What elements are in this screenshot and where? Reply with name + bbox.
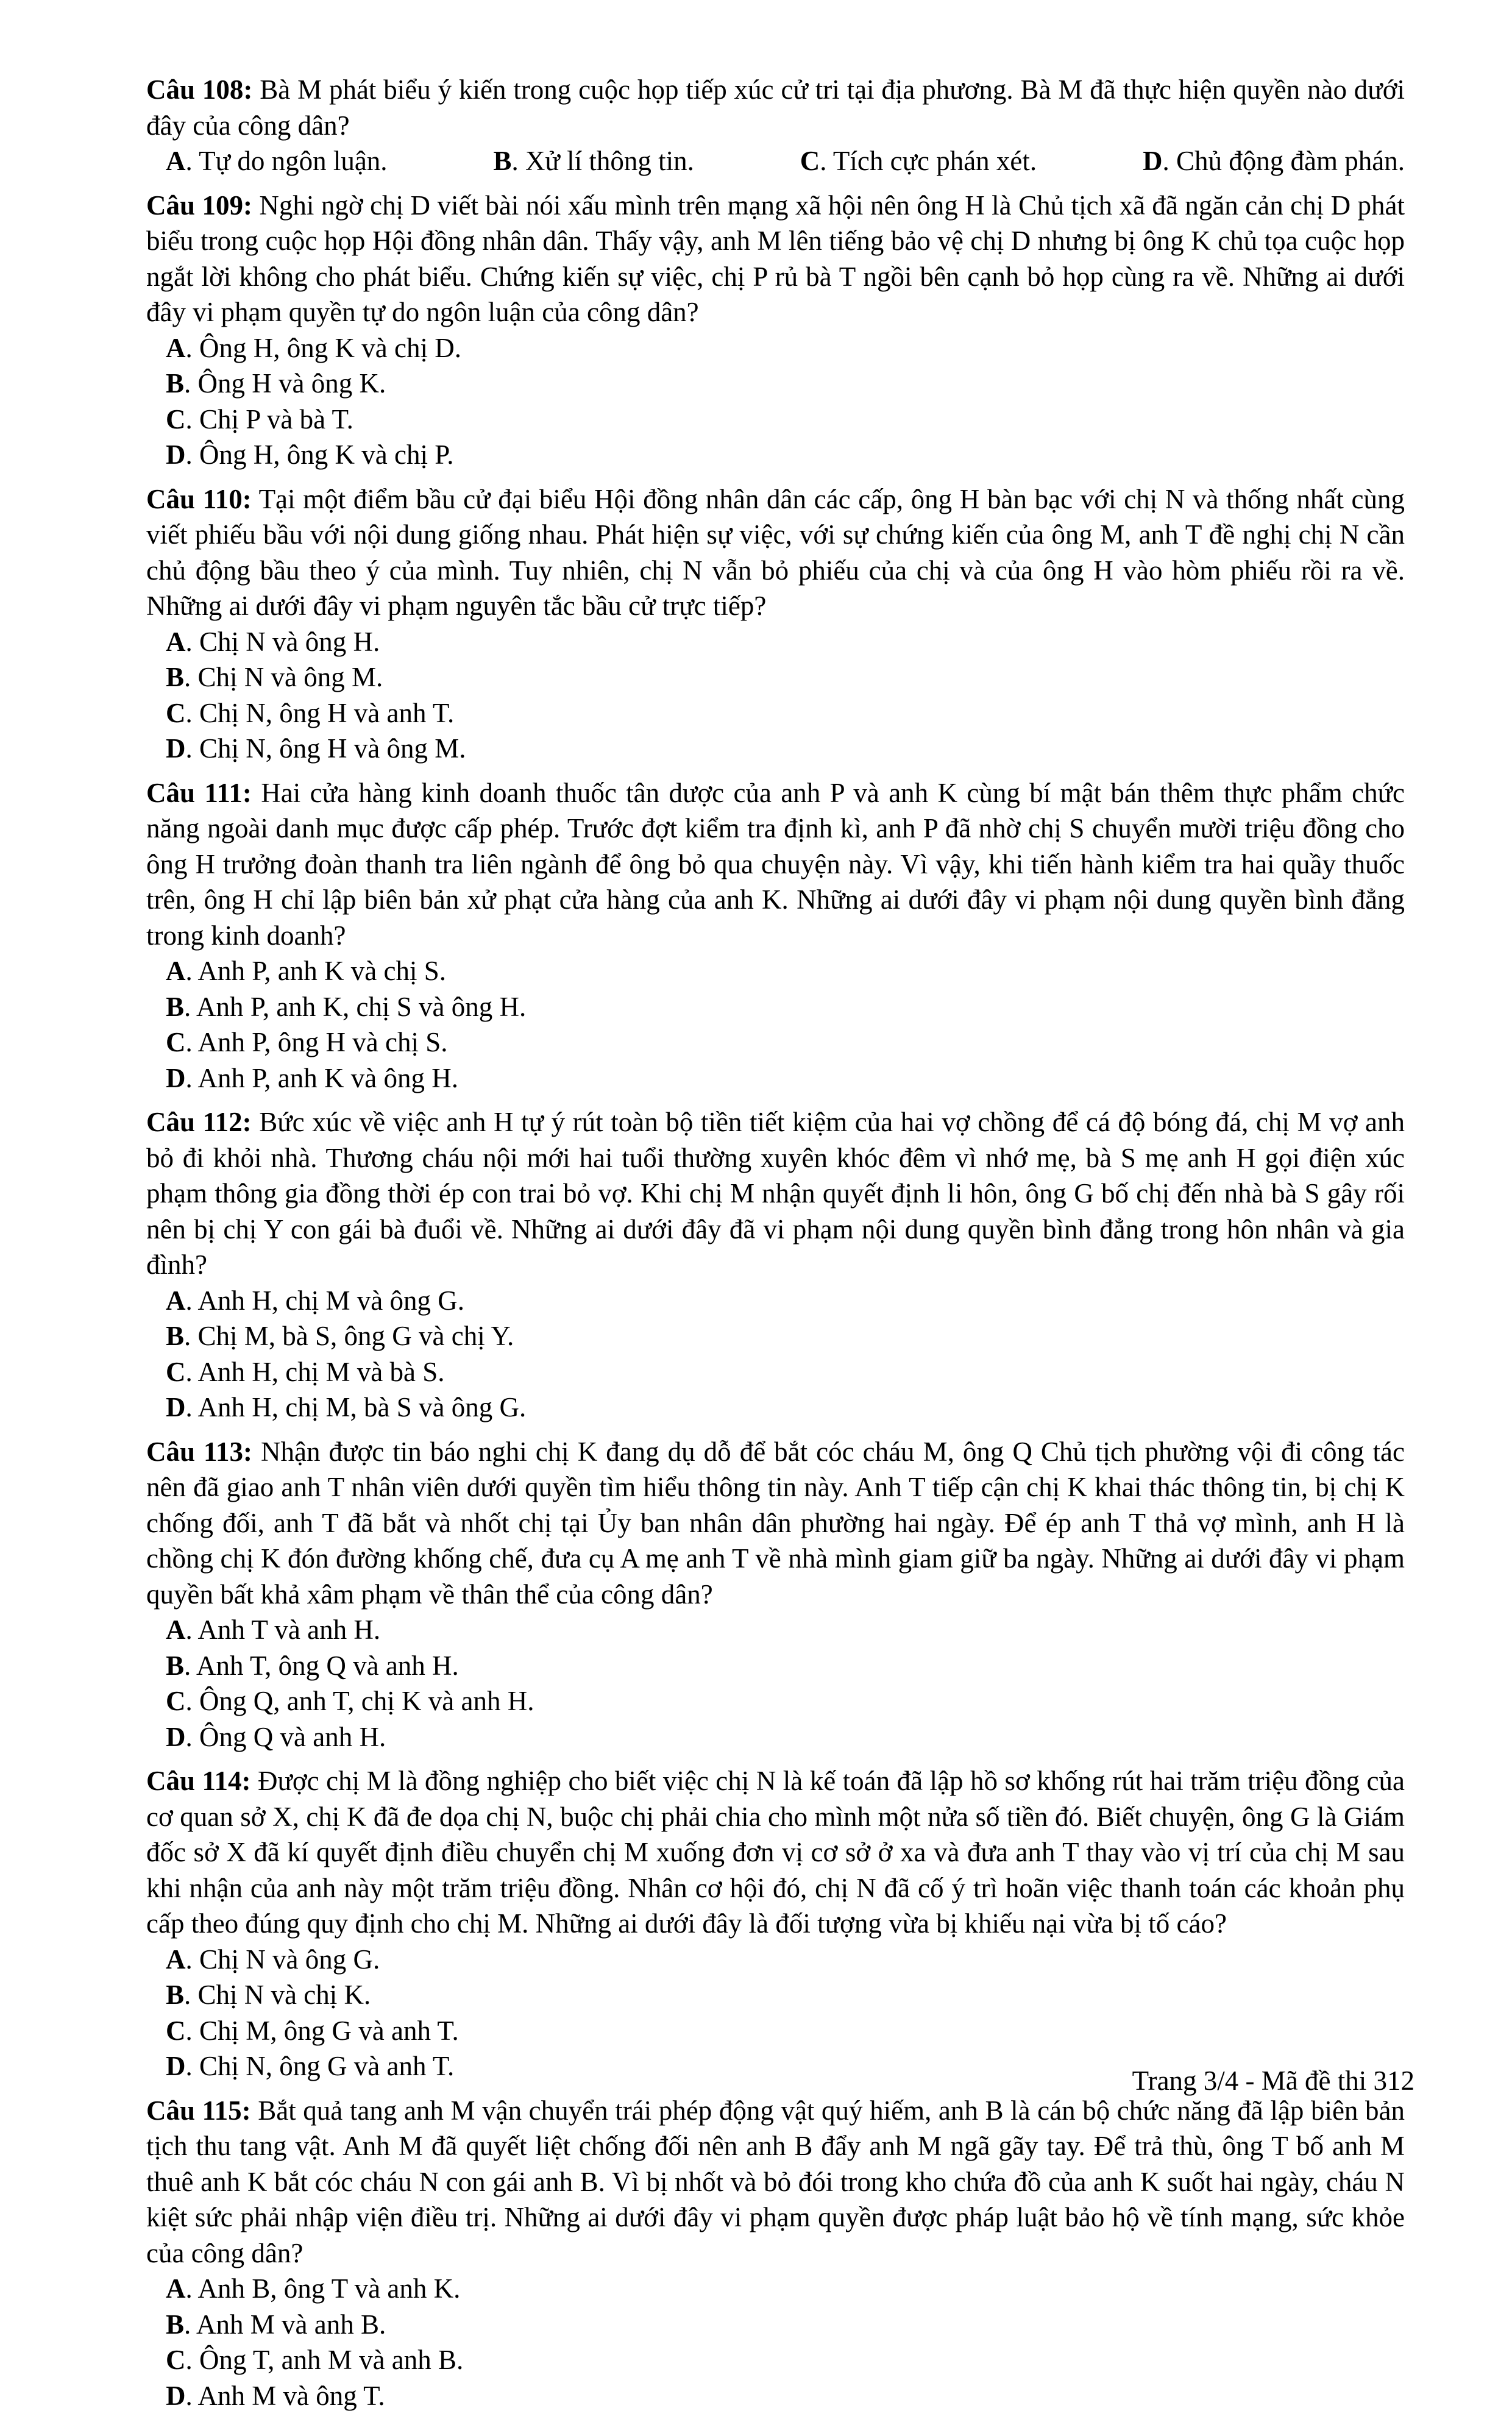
- option-c: C. Chị M, ông G và anh T.: [166, 2015, 459, 2046]
- option-d: D. Chị N, ông G và anh T.: [166, 2051, 455, 2081]
- option-a: A. Anh P, anh K và chị S.: [166, 956, 446, 986]
- option-b: B. Xử lí thông tin.: [493, 146, 694, 176]
- option-d: D. Ông Q và anh H.: [166, 1721, 386, 1752]
- page-footer: Trang 3/4 - Mã đề thi 312: [1132, 2065, 1414, 2096]
- question: [146, 775, 1405, 1096]
- option-a: A. Tự do ngôn luận.: [166, 146, 388, 176]
- question-body: Bắt quả tang anh M vận chuyển trái phép động vật quý hiếm, anh B là cán bộ chức năng đã lập biên bản tịch thu tang vật. Anh M đã quyết liệt chống đối nên anh B đẩy anh M ngã gãy tay. Để trả thù, ông T bố anh M thuê anh K bắt cóc cháu N con gái anh B. Vì bị nhốt và bỏ đói trong kho chứa đồ của anh K suốt hai ngày, cháu N kiệt sức phải nhập viện điều trị. Những ai dưới đây vi phạm quyền được pháp luật bảo hộ về tính mạng, sức khỏe của công dân?: [146, 2095, 1405, 2268]
- option-a: A. Chị N và ông G.: [166, 1944, 380, 1975]
- question-text: [146, 188, 1405, 330]
- question-label: Câu 108:: [146, 74, 253, 105]
- option-d: D. Ông H, ông K và chị P.: [166, 439, 454, 470]
- question: [146, 1104, 1405, 1426]
- question-text: [146, 72, 1405, 143]
- option-a: A. Anh B, ông T và anh K.: [166, 2273, 461, 2304]
- answer-options: [146, 1612, 1405, 1755]
- answer-options: [146, 1283, 1405, 1426]
- option-b: B. Chị N và chị K.: [166, 1980, 371, 2010]
- question-text: [146, 1434, 1405, 1613]
- option-b: B. Anh P, anh K, chị S và ông H.: [166, 991, 527, 1022]
- question: [146, 188, 1405, 473]
- question-body: Bà M phát biểu ý kiến trong cuộc họp tiếp xúc cử tri tại địa phương. Bà M đã thực hiện quyền nào dưới đây của công dân?: [146, 74, 1405, 141]
- option-a: A. Anh T và anh H.: [166, 1614, 381, 1645]
- option-d: D. Chị N, ông H và ông M.: [166, 733, 466, 764]
- option-b: B. Chị N và ông M.: [166, 662, 383, 692]
- option-d: D. Anh M và ông T.: [166, 2380, 385, 2411]
- question-body: Bức xúc về việc anh H tự ý rút toàn bộ tiền tiết kiệm của hai vợ chồng để cá độ bóng đá, chị M vợ anh bỏ đi khỏi nhà. Thương cháu nội mới hai tuổi thường xuyên khóc đêm vì nhớ mẹ, bà S mẹ anh H gọi điện xúc phạm thông gia đồng thời ép con trai bỏ vợ. Khi chị M nhận quyết định li hôn, ông G bố chị đến nhà bà S gây rối nên bị chị Y con gái bà đuổi về. Những ai dưới đây đã vi phạm nội dung quyền bình đẳng trong hôn nhân và gia đình?: [146, 1107, 1405, 1280]
- question-body: Nghi ngờ chị D viết bài nói xấu mình trên mạng xã hội nên ông H là Chủ tịch xã đã ngăn cản chị D phát biểu trong cuộc họp Hội đồng nhân dân. Thấy vậy, anh M lên tiếng bảo vệ chị D nhưng bị ông K chủ tọa cuộc họp ngắt lời không cho phát biểu. Chứng kiến sự việc, chị P rủ bà T ngồi bên cạnh bỏ họp cùng ra về. Những ai dưới đây vi phạm quyền tự do ngôn luận của công dân?: [146, 190, 1405, 327]
- question-label: Câu 115:: [146, 2095, 251, 2126]
- option-a: A. Chị N và ông H.: [166, 626, 380, 657]
- question-text: [146, 1104, 1405, 1283]
- option-a: A. Anh H, chị M và ông G.: [166, 1285, 464, 1316]
- answer-options: [146, 2271, 1405, 2413]
- question: [146, 481, 1405, 767]
- answer-options: [146, 330, 1405, 473]
- option-c: C. Ông T, anh M và anh B.: [166, 2345, 464, 2375]
- question-text: [146, 775, 1405, 954]
- question-body: Nhận được tin báo nghi chị K đang dụ dỗ để bắt cóc cháu M, ông Q Chủ tịch phường vội đi công tác nên đã giao anh T nhân viên dưới quyền tìm hiểu thông tin này. Anh T tiếp cận chị K khai thác thông tin, bị chị K chống đối, anh T đã bắt và nhốt chị tại Ủy ban nhân dân phường hai ngày. Để ép anh T thả vợ mình, anh H là chồng chị K đón đường khống chế, đưa cụ A mẹ anh T về nhà mình giam giữ ba ngày. Những ai dưới đây vi phạm quyền bất khả xâm phạm về thân thể của công dân?: [146, 1436, 1405, 1610]
- answer-options: [146, 624, 1405, 767]
- question-label: Câu 109:: [146, 190, 252, 221]
- option-c: C. Chị P và bà T.: [166, 403, 353, 435]
- question-label: Câu 110:: [146, 483, 252, 514]
- question: [146, 2093, 1405, 2414]
- question: [146, 72, 1405, 179]
- option-a: A. Ông H, ông K và chị D.: [166, 332, 461, 363]
- option-c: C. Ông Q, anh T, chị K và anh H.: [166, 1686, 534, 1716]
- question-label: Câu 114:: [146, 1766, 251, 1796]
- question-label: Câu 112:: [146, 1107, 252, 1137]
- option-b: B. Anh M và anh B.: [166, 2309, 386, 2340]
- option-d: D. Chủ động đàm phán.: [1143, 146, 1405, 176]
- answer-options: [146, 143, 1405, 179]
- option-b: B. Anh T, ông Q và anh H.: [166, 1650, 459, 1681]
- option-b: B. Ông H và ông K.: [166, 368, 386, 399]
- question-body: Được chị M là đồng nghiệp cho biết việc chị N là kế toán đã lập hồ sơ khống rút hai trăm triệu đồng của cơ quan sở X, chị K đã đe dọa chị N, buộc chị phải chia cho mình một nửa số tiền đó. Biết chuyện, ông G là Giám đốc sở X đã kí quyết định điều chuyển chị M xuống đơn vị cơ sở ở xa và đưa anh T thay vào vị trí của chị M sau khi nhận của anh này một trăm triệu đồng. Nhân cơ hội đó, chị N đã cố ý trì hoãn việc thanh toán các khoản phụ cấp theo đúng quy định cho chị M. Những ai dưới đây là đối tượng vừa bị khiếu nại vừa bị tố cáo?: [146, 1766, 1405, 1939]
- option-c: C. Tích cực phán xét.: [800, 146, 1037, 176]
- option-c: C. Anh P, ông H và chị S.: [166, 1027, 448, 1057]
- question-label: Câu 113:: [146, 1436, 253, 1467]
- option-d: D. Anh H, chị M, bà S và ông G.: [166, 1392, 527, 1422]
- question-text: [146, 481, 1405, 624]
- option-c: C. Anh H, chị M và bà S.: [166, 1356, 445, 1387]
- question-text: [146, 1763, 1405, 1942]
- question-label: Câu 111:: [146, 777, 252, 808]
- question: [146, 1763, 1405, 2084]
- question: [146, 1434, 1405, 1755]
- option-b: B. Chị M, bà S, ông G và chị Y.: [166, 1321, 514, 1351]
- answer-options: [146, 953, 1405, 1096]
- question-text: [146, 2093, 1405, 2271]
- question-body: Tại một điểm bầu cử đại biểu Hội đồng nhân dân các cấp, ông H bàn bạc với chị N và thống nhất cùng viết phiếu bầu với nội dung giống nhau. Phát hiện sự việc, với sự chứng kiến của ông M, anh T đề nghị chị N cần chủ động bầu theo ý của mình. Tuy nhiên, chị N vẫn bỏ phiếu của chị và của ông H vào hòm phiếu rồi ra về. Những ai dưới đây vi phạm nguyên tắc bầu cử trực tiếp?: [146, 483, 1405, 621]
- question-body: Hai cửa hàng kinh doanh thuốc tân dược của anh P và anh K cùng bí mật bán thêm thực phẩm chức năng ngoài danh mục được cấp phép. Trước đợt kiểm tra định kì, anh P đã nhờ chị S chuyển mười triệu đồng cho ông H trưởng đoàn thanh tra liên ngành để ông bỏ qua chuyện này. Vì vậy, khi tiến hành kiểm tra hai quầy thuốc trên, ông H chỉ lập biên bản xử phạt cửa hàng của anh K. Những ai dưới đây vi phạm nội dung quyền bình đẳng trong kinh doanh?: [146, 777, 1405, 951]
- option-d: D. Anh P, anh K và ông H.: [166, 1062, 458, 1093]
- option-c: C. Chị N, ông H và anh T.: [166, 697, 455, 728]
